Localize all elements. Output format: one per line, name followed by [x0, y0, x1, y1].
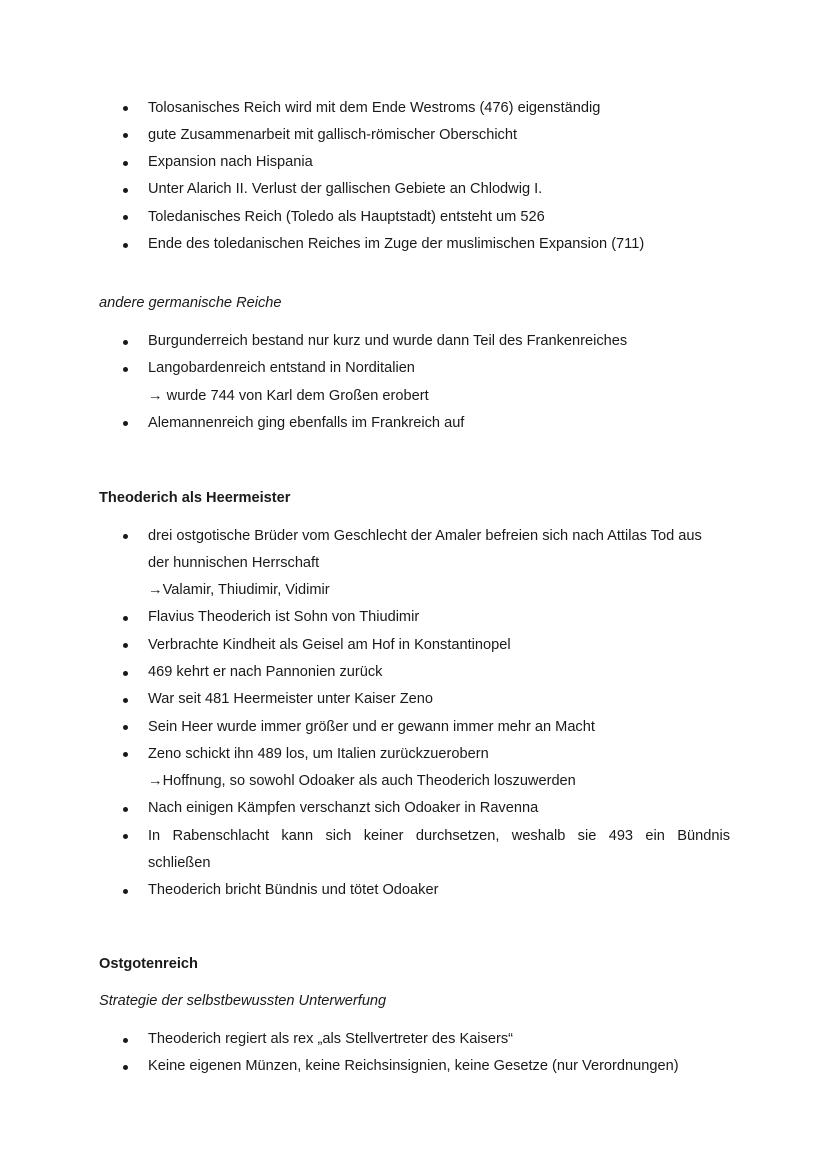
list-item: Toledanisches Reich (Toledo als Hauptstadt) entsteht um 526 — [0, 204, 828, 231]
list-item: Alemannenreich ging ebenfalls im Frankreich auf — [0, 410, 828, 437]
list-item: Nach einigen Kämpfen verschanzt sich Odoaker in Ravenna — [0, 795, 828, 822]
section-heading: Ostgotenreich — [99, 956, 198, 972]
bullet-icon — [123, 534, 128, 539]
bullet-icon — [123, 698, 128, 703]
list-item: Zeno schickt ihn 489 los, um Italien zurückzuerobern — [0, 741, 828, 768]
list-item-continuation: →Hoffnung, so sowohl Odoaker als auch Theoderich loszuwerden — [148, 773, 576, 790]
list-item: Tolosanisches Reich wird mit dem Ende Westroms (476) eigenständig — [0, 95, 828, 122]
bullet-icon — [123, 725, 128, 730]
list-item: drei ostgotische Brüder vom Geschlecht der Amaler befreien sich nach Attilas Tod aus — [0, 523, 828, 550]
bullet-icon — [123, 1038, 128, 1043]
section-heading: Theoderich als Heermeister — [99, 490, 291, 506]
list-item: Langobardenreich entstand in Norditalien — [0, 355, 828, 382]
bullet-icon — [123, 215, 128, 220]
list-item-continuation: schließen — [148, 855, 211, 872]
section-subheading: Strategie der selbstbewussten Unterwerfung — [99, 993, 387, 1009]
visigoth-list — [0, 95, 828, 259]
list-item-continuation: der hunnischen Herrschaft — [148, 554, 320, 571]
bullet-icon — [123, 643, 128, 648]
ostrogoth-list — [0, 1026, 828, 1081]
bullet-icon — [123, 340, 128, 345]
list-item: 469 kehrt er nach Pannonien zurück — [0, 659, 828, 686]
list-item-continuation: →Valamir, Thiudimir, Vidimir — [148, 582, 330, 599]
bullet-icon — [123, 367, 128, 372]
bullet-icon — [123, 616, 128, 621]
list-item: Expansion nach Hispania — [0, 149, 828, 176]
bullet-icon — [123, 807, 128, 812]
bullet-icon — [123, 834, 128, 839]
list-item: Keine eigenen Münzen, keine Reichsinsignien, keine Gesetze (nur Verordnungen) — [0, 1053, 828, 1080]
list-item: gute Zusammenarbeit mit gallisch-römischer Oberschicht — [0, 122, 828, 149]
bullet-icon — [123, 243, 128, 248]
list-item: In Rabenschlacht kann sich keiner durchsetzen, weshalb sie 493 ein Bündnis — [0, 823, 828, 850]
germanic-kingdoms-list — [0, 328, 828, 437]
bullet-icon — [123, 106, 128, 111]
list-item: War seit 481 Heermeister unter Kaiser Zeno — [0, 686, 828, 713]
bullet-icon — [123, 161, 128, 166]
section-subheading: andere germanische Reiche — [99, 295, 282, 311]
list-item: Unter Alarich II. Verlust der gallischen Gebiete an Chlodwig I. — [0, 176, 828, 203]
list-item-continuation: → wurde 744 von Karl dem Großen erobert — [148, 387, 429, 404]
list-item: Theoderich regiert als rex „als Stellvertreter des Kaisers“ — [0, 1026, 828, 1053]
bullet-icon — [123, 889, 128, 894]
bullet-icon — [123, 188, 128, 193]
bullet-icon — [123, 671, 128, 676]
list-item: Verbrachte Kindheit als Geisel am Hof in Konstantinopel — [0, 632, 828, 659]
list-item: Burgunderreich bestand nur kurz und wurde dann Teil des Frankenreiches — [0, 328, 828, 355]
list-item: Ende des toledanischen Reiches im Zuge der muslimischen Expansion (711) — [0, 231, 828, 258]
theoderich-list — [0, 523, 828, 905]
bullet-icon — [123, 752, 128, 757]
bullet-icon — [123, 133, 128, 138]
list-item: Flavius Theoderich ist Sohn von Thiudimir — [0, 604, 828, 631]
list-item: Sein Heer wurde immer größer und er gewann immer mehr an Macht — [0, 714, 828, 741]
bullet-icon — [123, 1065, 128, 1070]
list-item: Theoderich bricht Bündnis und tötet Odoaker — [0, 877, 828, 904]
bullet-icon — [123, 421, 128, 426]
